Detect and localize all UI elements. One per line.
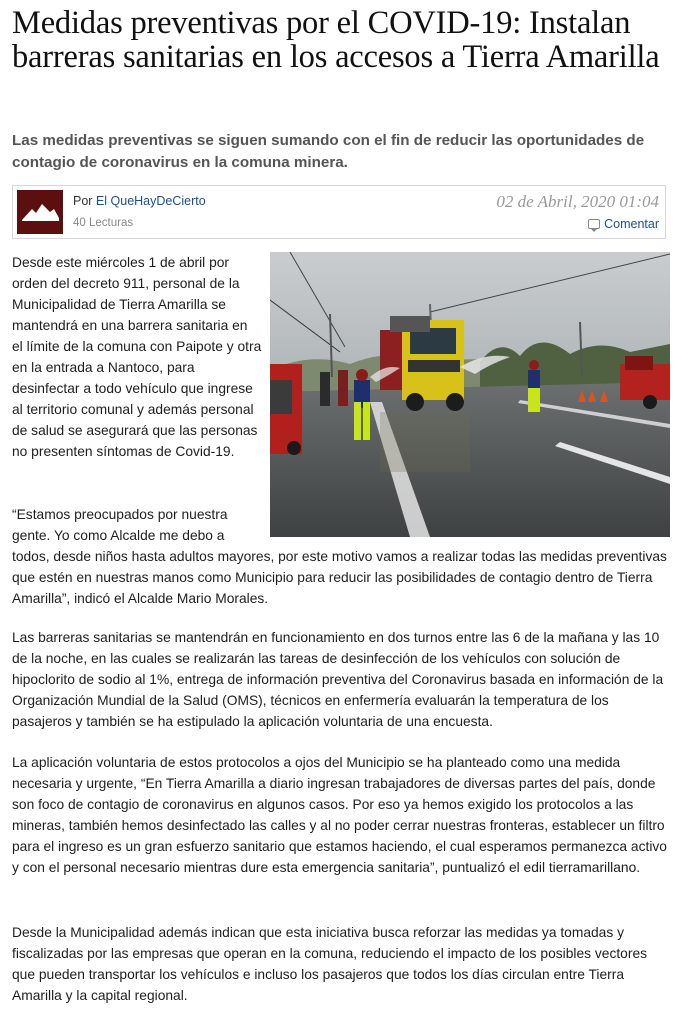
comment-button[interactable]: [588, 217, 659, 231]
article-photo: [270, 252, 670, 537]
author-avatar[interactable]: [17, 190, 63, 234]
mountain-logo-icon: [17, 190, 63, 234]
byline: [73, 194, 206, 208]
paragraph-5: Desde la Municipalidad además indican que esta iniciativa busca reforzar las medidas ya tomadas y fiscalizadas por las empresas que operan en la comuna, reduciendo el impacto de los posibles vectores que pueden transportar los vehículos e incluso los pasajeros que todos los días circulan entre Tierra Amarilla y la capital regional.: [12, 925, 648, 1003]
article-title: Medidas preventivas por el COVID-19: Instalan barreras sanitarias en los accesos a Tierra Amarilla: [12, 5, 660, 75]
paragraph-2-end: todos, desde niños hasta adultos mayores, por este motivo vamos a realizar todas las medidas preventivas que estén en nuestras manos como Municipio para reducir las posibilidades de contagio dentro de Tierra Amarilla”, indicó el Alcalde Mario Morales.: [12, 549, 667, 606]
publish-date: 02 de Abril, 2020 01:04: [496, 192, 659, 211]
comment-icon: [588, 219, 600, 229]
author-link[interactable]: El QueHayDeCierto: [95, 194, 206, 208]
paragraph-3: Las barreras sanitarias se mantendrán en funcionamiento en dos turnos entre las 6 de la mañana y las 10 de la noche, en las cuales se realizarán las tareas de desinfección de los vehículos con solución de hipoclorito de sodio al 1%, entrega de información preventiva del Coronavirus basada en información de la Organización Mundial de la Salud (OMS), técnicos en enfermería evaluarán la temperatura de los pasajeros y también se ha estipulado la aplicación voluntaria de una encuesta.: [12, 630, 664, 729]
paragraph-1: Desde este miércoles 1 de abril por orden del decreto 911, personal de la Municipalidad de Tierra Amarilla se mantendrá en una barrera sanitaria en el límite de la comuna con Paipote y otra en la entrada a Nantoco, para desinfectar a todo vehículo que ingrese al territorio comunal y además personal de salud se asegurará que las personas no presenten síntomas de Covid-19.: [12, 255, 262, 459]
paragraph-4: La aplicación voluntaria de estos protocolos a ojos del Municipio se ha planteado como una medida necesaria y urgente, “En Tierra Amarilla a diario ingresan trabajadores de diversas partes del país, donde son foco de contagio de coronavirus en algunos casos. Por eso ya hemos exigido los protocolos a las mineras, también hemos desinfectado las calles y al no poder cerrar nuestras fronteras, establecer un filtro para el ingreso es un gran esfuerzo sanitario que estamos haciendo, el cual esperamos permanezca activo y con el personal necesario mientras dure esta emergencia sanitaria”, puntualizó el edil tierramarillano.: [12, 755, 667, 875]
byline-prefix: Por: [73, 194, 93, 208]
paragraph-2-start: “Estamos preocupados por nuestra gente. Yo como Alcalde me debo a: [12, 507, 228, 543]
article-lead: Las medidas preventivas se siguen sumando con el fin de reducir las oportunidades de contagio de coronavirus en la comuna minera.: [12, 132, 645, 171]
article-meta-box: [12, 185, 666, 239]
read-count: 40 Lecturas: [73, 217, 134, 229]
comment-label: Comentar: [604, 217, 659, 231]
road-sanitization-photo: [270, 252, 670, 537]
